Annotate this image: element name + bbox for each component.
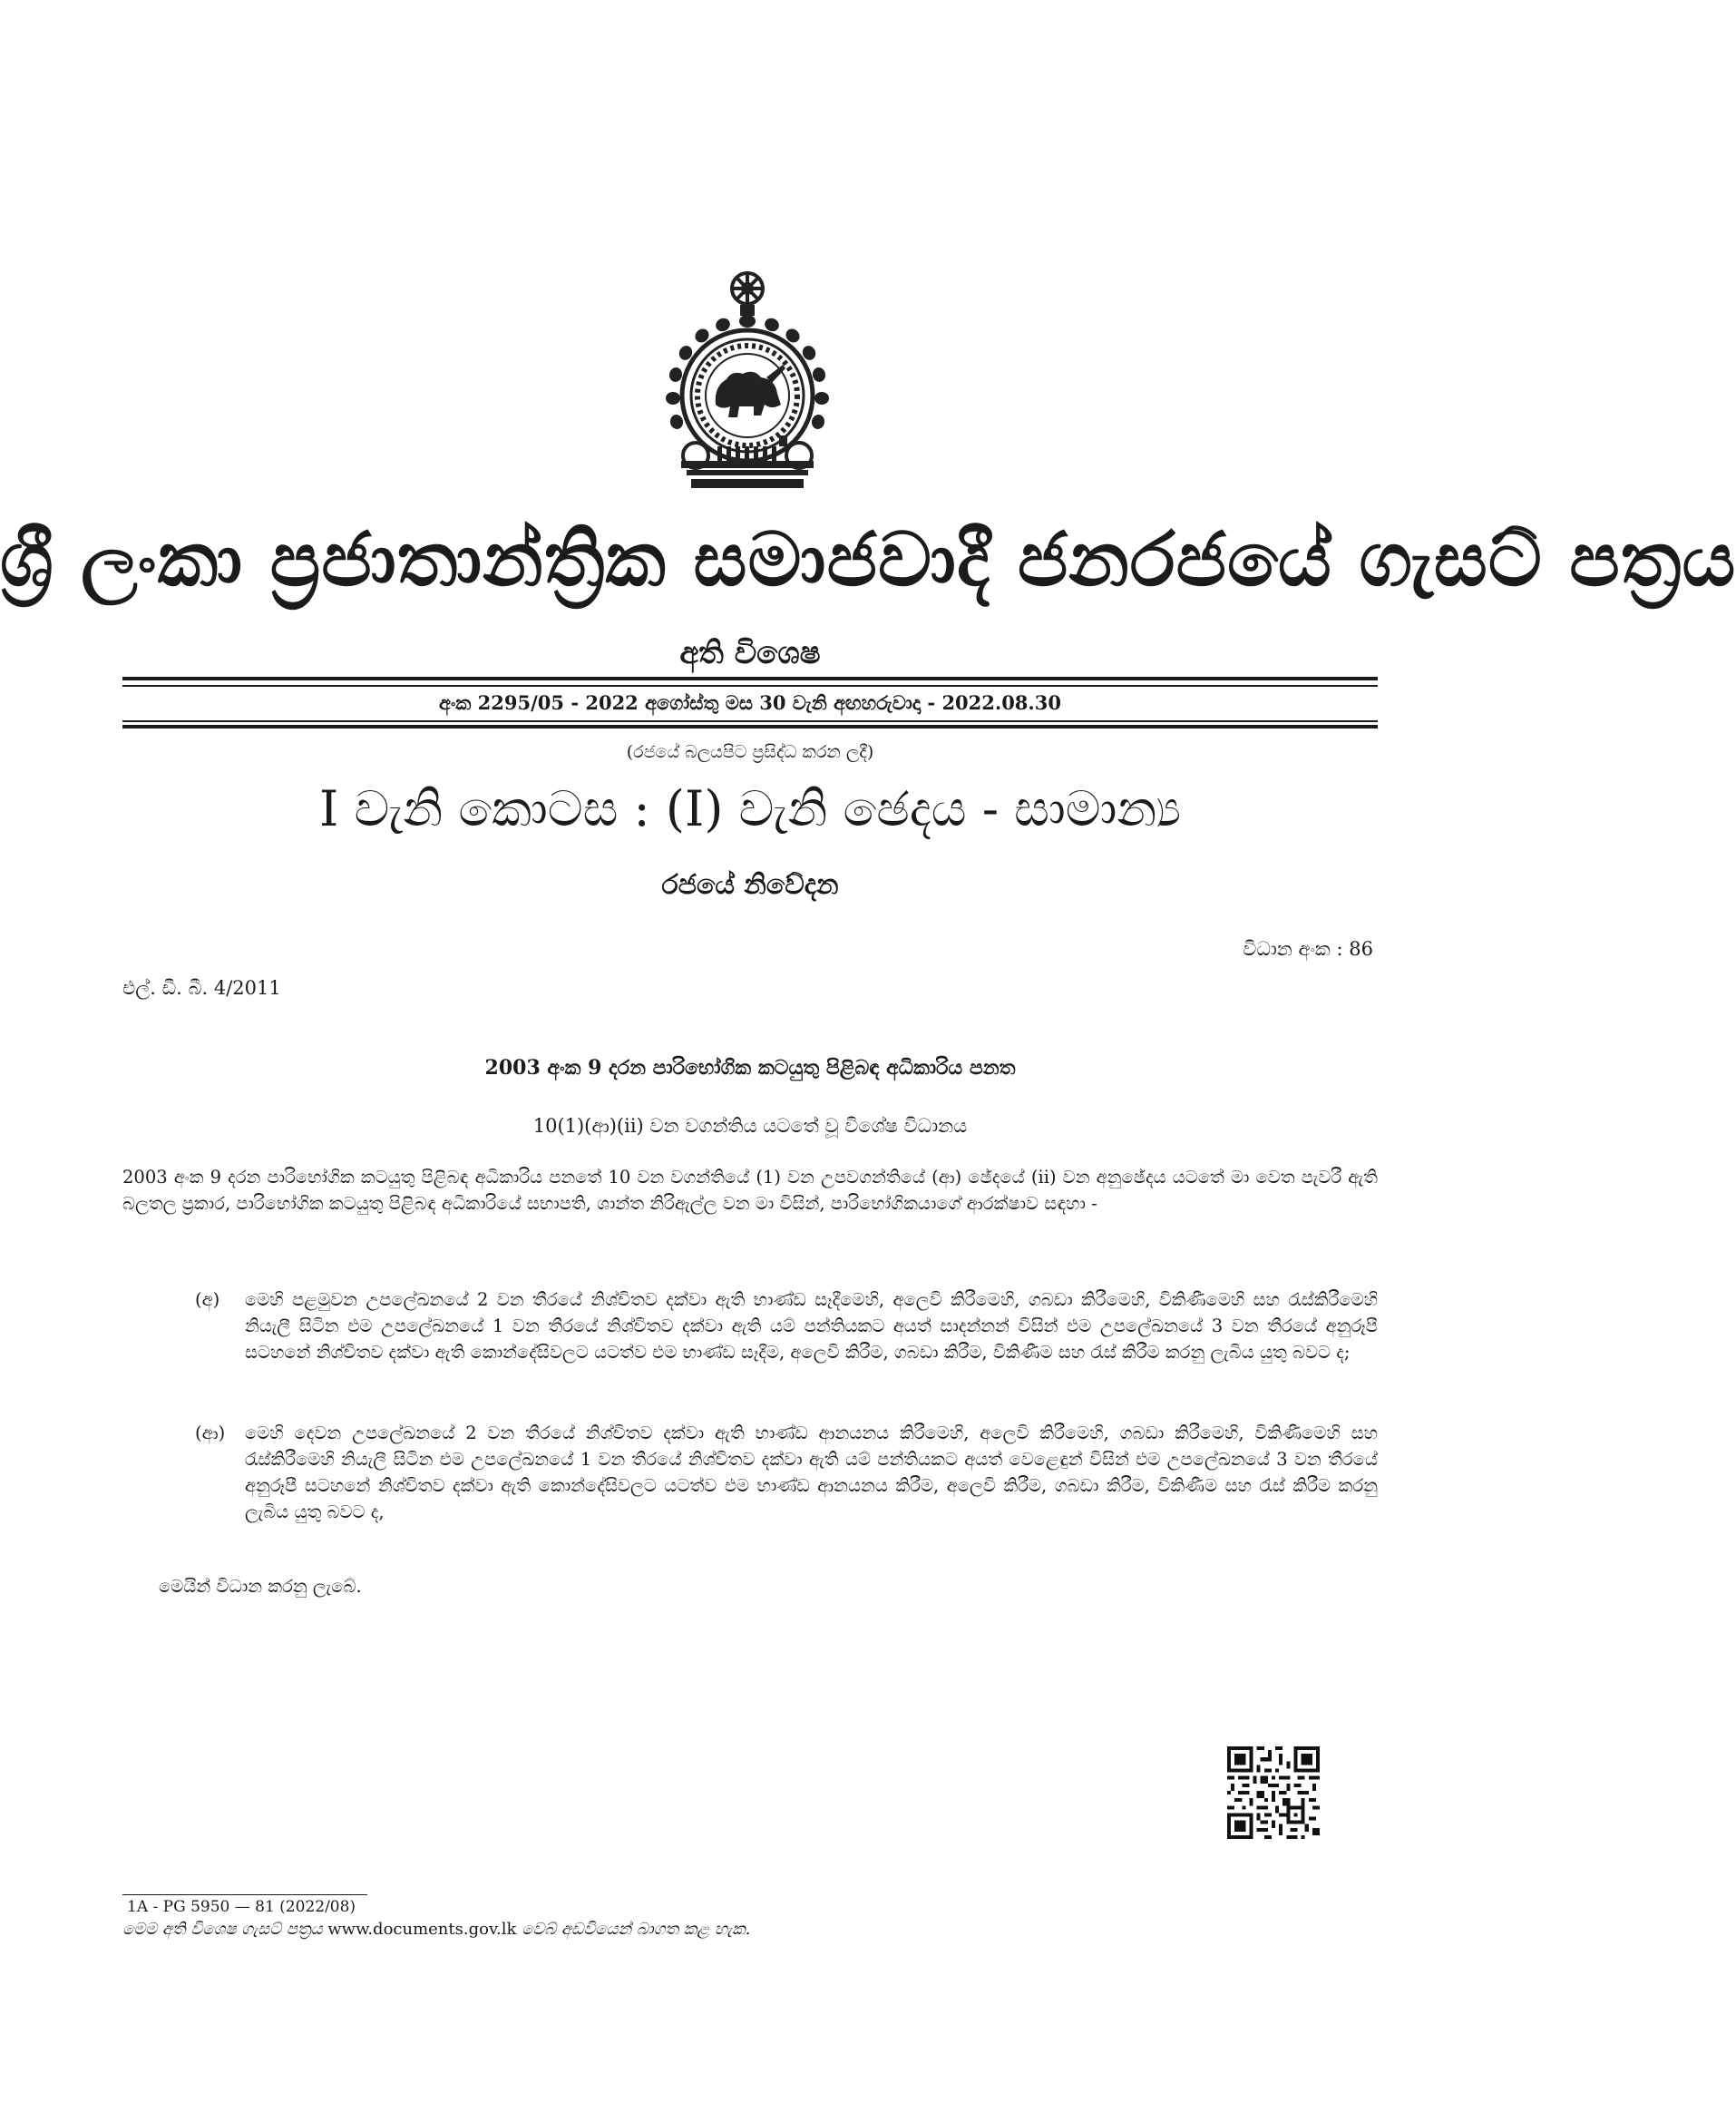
order-number: විධාන අංක : 86 (1243, 938, 1373, 960)
intro-paragraph: 2003 අංක 9 දරන පාරිභෝගික කටයුතු පිළිබඳ අධිකාරිය පනතේ 10 වන වගන්තියේ (1) වන උපවගන්තියේ (ආ) ඡේදයේ (ii) වන අනුඡේදය යටතේ මා වෙත පැවරී ඇති බලතල ප්‍රකාර, පාරිභෝගික කටයුතු පිළිබඳ අධිකාරියේ සභාපති, ශාන්ත නිරිඇල්ල වන මා විසින්, පාරිභෝගිකයාගේ ආරක්ෂාව සඳහා - (122, 1167, 1378, 1214)
website-link[interactable]: www.documents.gov.lk (327, 1920, 517, 1939)
footer-rule (122, 1894, 367, 1895)
list-item-text: මෙහි දෙවන උපලේඛනයේ 2 වන තීරයේ නිශ්චිතව දක්වා ඇති භාණ්ඩ ආනයනය කිරීමෙහි, අලෙවි කිරීමෙහි, ගබඩා කිරීමෙහි, විකිණීමෙහි සහ රැස්කිරීමෙහි නියැලී සිටින එම උපලේඛනයේ 1 වන තීරයේ නිශ්චිතව දක්වා ඇති යම් පන්තියකට අයත් වෙළෙඳුන් විසින් එම උපලේඛනයේ 3 වන තීරයේ අනුරූපී සටහනේ නිශ්චිතව දක්වා ඇති කොන්දේසිවලට යටත්ව එම භාණ්ඩ ආනයනය කිරීම, අලෙවි කිරීම, ගබඩා කිරීම, විකිණීම සහ රැස් කිරීම කරනු ලැබිය යුතු බවට ද, (245, 1423, 1378, 1522)
gazette-edition: අති විශෙෂ (679, 635, 821, 671)
download-note-suffix: වෙබ් අඩවියෙන් බාගත කළ හැක. (522, 1920, 751, 1939)
list-item-marker: (ආ) (195, 1423, 226, 1443)
part-title: I වැනි කොටස : (I) වැනි ඡෙදය - සාමාන්‍ය (318, 780, 1182, 837)
list-item (195, 1420, 1378, 1525)
order-title: 10(1)(ආ)(ii) වන වගන්තිය යටතේ වූ විශේෂ විධානය (532, 1115, 968, 1137)
header-rule (122, 685, 1378, 687)
download-note (122, 1920, 750, 1939)
file-reference: එල්. ඩී. බී. 4/2011 (122, 977, 281, 999)
section-title: රජයේ නිවේදන (661, 869, 839, 901)
qr-code-icon (1227, 1746, 1320, 1839)
conclusion-line: මෙයින් විධාන කරනු ලැබේ. (159, 1576, 362, 1597)
header-rule (122, 725, 1378, 729)
national-emblem-icon (659, 269, 836, 504)
download-note-prefix: මෙම අති විශෙෂ ගැසට් පත්‍රය (122, 1920, 323, 1939)
header-rule (122, 677, 1378, 680)
list-item-text: මෙහි පළමුවන උපලේඛනයේ 2 වන තීරයේ නිශ්චිතව දක්වා ඇති භාණ්ඩ සෑදීමෙහි, අලෙවි කිරීමෙහි, ගබඩා කිරීමෙහි, විකිණීමෙහි සහ රැස්කිරීමෙහි නියැලී සිටින එම උපලේඛනයේ 1 වන තීරයේ නිශ්චිතව දක්වා ඇති යම් පන්තියකට අයත් සාදන්නන් විසින් එම උපලේඛනයේ 3 වන තීරයේ අනුරූපී සටහනේ නිශ්චිතව දක්වා ඇති කොන්දේසිවලට යටත්ව එම භාණ්ඩ සෑදීම, අලෙවි කිරීම, ගබඩා කිරීම, විකිණීම සහ රැස් කිරීම කරනු ලැබිය යුතු බවට ද; (245, 1289, 1378, 1363)
print-code: 1A - PG 5950 — 81 (2022/08) (127, 1898, 356, 1916)
issue-line: අංක 2295/05 - 2022 අගෝස්තු මස 30 වැනි අඟහරුවාදා - 2022.08.30 (439, 691, 1061, 714)
list-item-marker: (අ) (195, 1289, 220, 1310)
gazette-title: ශ්‍රී ලංකා ප්‍රජාතාන්ත්‍රික සමාජවාදී ජනරජයේ ගැසට් පත්‍රය (0, 516, 1736, 603)
list-item (195, 1286, 1378, 1365)
published-by-line: (රජයේ බලයපිට ප්‍රසිද්ධ කරන ලදී) (626, 742, 874, 762)
header-rule (122, 720, 1378, 722)
act-title: 2003 අංක 9 දරන පාරිභෝගික කටයුතු පිළිබඳ අධිකාරිය පනත (484, 1056, 1016, 1080)
